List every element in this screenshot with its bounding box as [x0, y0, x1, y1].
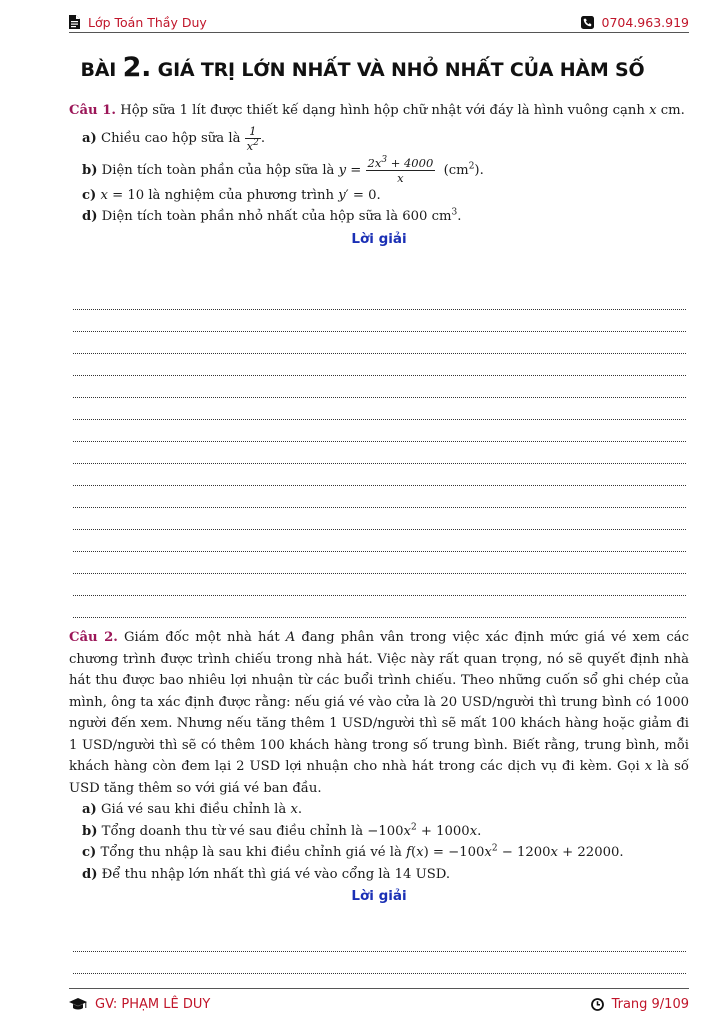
answer-line [73, 376, 686, 398]
page-header [69, 12, 689, 33]
question-2-option-d: d) Để thu nhập lớn nhất thì giá vé vào cổng là 14 USD. [82, 866, 451, 882]
answer-line [73, 596, 686, 618]
graduation-cap-icon [69, 998, 87, 1011]
answer-line [73, 930, 686, 952]
header-course-title: Lớp Toán Thầy Duy [88, 14, 207, 30]
clock-icon [591, 998, 604, 1011]
answer-line [73, 486, 686, 508]
question-2-option-b: b) Tổng doanh thu từ vé sau điều chỉnh là $-100x^2 + 1000x$. [82, 822, 482, 839]
question-2 [69, 627, 689, 908]
question-1-label: Câu 1. [69, 103, 116, 118]
answer-line [73, 310, 686, 332]
header-right [581, 15, 689, 30]
question-1-option-a: a) Chiều cao hộp sữa là $\frac{1}{x^2}$ . [82, 123, 266, 153]
answer-line [73, 552, 686, 574]
question-1-stem: Câu 1. Hộp sữa 1 lít được thiết kế dạng hình hộp chữ nhật với đáy là hình vuông cạnh x cm. [69, 103, 685, 118]
footer-teacher: GV: PHẠM LÊ DUY [95, 996, 211, 1012]
answer-line [73, 354, 686, 376]
answer-line [73, 508, 686, 530]
question-1 [69, 100, 689, 250]
footer-left [69, 997, 210, 1012]
document-icon [69, 15, 80, 29]
question-1-option-b: b) Diện tích toàn phần của hộp sữa là y = $\frac{2x^3 + 4000}{x}$ $(cm^2)$. [82, 154, 484, 185]
answer-line [73, 530, 686, 552]
answer-line [73, 398, 686, 420]
question-1-option-d: d) Diện tích toàn phần nhỏ nhất của hộp sữa là 600 $cm^3$. [82, 207, 462, 224]
answer-line [73, 420, 686, 442]
question-1-solution-label: Lời giải [351, 230, 407, 247]
page-footer [69, 988, 689, 1019]
phone-icon [581, 16, 594, 29]
answer-line [73, 288, 686, 310]
question-2-solution-label: Lời giải [351, 888, 407, 904]
question-2-label: Câu 2. [69, 630, 118, 645]
header-phone: 0704.963.919 [601, 14, 689, 30]
title-number: 2. [122, 52, 152, 83]
footer-right [591, 997, 689, 1012]
title-text: GIÁ TRỊ LỚN NHẤT VÀ NHỎ NHẤT CỦA HÀM SỐ [157, 59, 645, 81]
question-2-option-a: a) Giá vé sau khi điều chỉnh là x. [82, 802, 303, 817]
header-left [69, 15, 207, 30]
question-1-option-c: c) x = 10 là nghiệm của phương trình y′ = 0. [82, 187, 381, 203]
page-title [0, 52, 725, 83]
title-prefix: BÀI [80, 59, 117, 81]
answer-line [73, 442, 686, 464]
answer-line [73, 574, 686, 596]
question-2-answer-lines [73, 930, 686, 974]
footer-page-number: Trang 9/109 [611, 996, 689, 1012]
answer-line [73, 952, 686, 974]
answer-line [73, 332, 686, 354]
answer-line [73, 464, 686, 486]
question-2-stem: Câu 2. Giám đốc một nhà hát A đang phân vân trong việc xác định mức giá vé xem các chương trình được trình chiếu trong nhà hát. Việc này rất quan trọng, nó sẽ quyết định nhà hát thu được bao nhiêu lợi nhuận từ các buổi trình chiếu. Theo những cuốn sổ ghi chép của mình, ông ta xác định được rằng: nếu giá vé vào cửa là 20 USD/người thì trung bình có 1000 người đến xem. Nhưng nếu tăng thêm 1 USD/người thì sẽ mất 100 khách hàng hoặc giảm đi 1 USD/người thì sẽ có thêm 100 khách hàng trong số trung bình. Biết rằng, trung bình, mỗi khách hàng còn đem lại 2 USD lợi nhuận cho nhà hát trong các dịch vụ đi kèm. Gọi x là số USD tăng thêm so với giá vé ban đầu. [69, 630, 689, 796]
question-1-answer-lines [73, 288, 686, 618]
question-2-option-c: c) Tổng thu nhập là sau khi điều chỉnh giá vé là $f(x) = -100x^2 - 1200x + 22000$. [82, 843, 624, 860]
